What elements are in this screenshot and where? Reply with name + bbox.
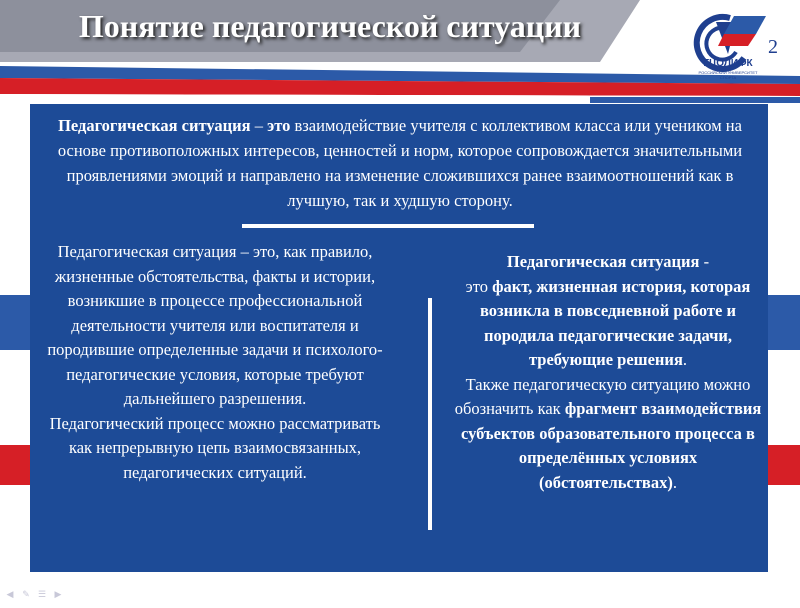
right-bold-2: фрагмент взаимодействия субъектов образовательного процесса в определённых условиях (обстоятельствах) — [461, 399, 762, 492]
right-end-1: . — [682, 350, 687, 369]
definition-text — [42, 113, 758, 213]
definition-body: взаимодействие учителя с коллективом класса или учеником на основе противоположных интересов, ценностей и норм, которое сопровождается значительными проявлениями эмоций и направлено на изменение сложившихся ранее взаимоотношений как в лучшую, так и худшую сторону. — [57, 116, 743, 210]
right-lead: это — [465, 276, 493, 296]
page-number: 2 — [768, 36, 778, 58]
right-column — [454, 250, 762, 495]
left-paragraph-1: Педагогическая ситуация – это, как правило, жизненные обстоятельства, факты и истории, возникшие в процессе профессиональной деятельности учителя или воспитателя и породившие определенные задачи и психолого-педагогические условия, которые требуют дальнейшего разрешения. — [47, 242, 383, 408]
right-paragraph-2 — [454, 373, 762, 496]
left-column — [42, 240, 388, 485]
pen-icon[interactable]: ✎ — [22, 589, 30, 599]
right-dash: - — [699, 252, 710, 271]
right-paragraph-1 — [454, 250, 762, 373]
menu-icon[interactable]: ☰ — [37, 589, 47, 599]
slide-nav — [4, 589, 64, 599]
definition-is: это — [267, 116, 291, 135]
definition-dash: – — [250, 116, 268, 135]
logo-name: ГЦОЛИФК — [703, 58, 753, 69]
vertical-divider — [428, 298, 432, 530]
horizontal-divider — [242, 224, 534, 228]
right-end-2: . — [672, 472, 677, 492]
next-arrow-icon[interactable]: ▶ — [54, 589, 62, 599]
prev-arrow-icon[interactable]: ◀ — [6, 589, 14, 599]
right-term: Педагогическая ситуация — [506, 252, 700, 271]
banner-accent — [590, 97, 800, 103]
definition-term: Педагогическая ситуация — [58, 116, 251, 135]
left-paragraph-2: Педагогический процесс можно рассматривать как непрерывную цепь взаимосвязанных, педагогических ситуаций. — [49, 413, 381, 482]
right-bold-1: факт, жизненная история, которая возникла в повседневной работе и породила педагогические задачи, требующие решения — [480, 276, 751, 369]
slide-title: Понятие педагогической ситуации — [78, 8, 582, 44]
logo-subtitle: РОССИЙСКИЙ УНИВЕРСИТЕТ СПОРТА — [698, 70, 758, 80]
right-p2-text: Также педагогическую ситуацию можно обозначить как — [454, 374, 751, 418]
